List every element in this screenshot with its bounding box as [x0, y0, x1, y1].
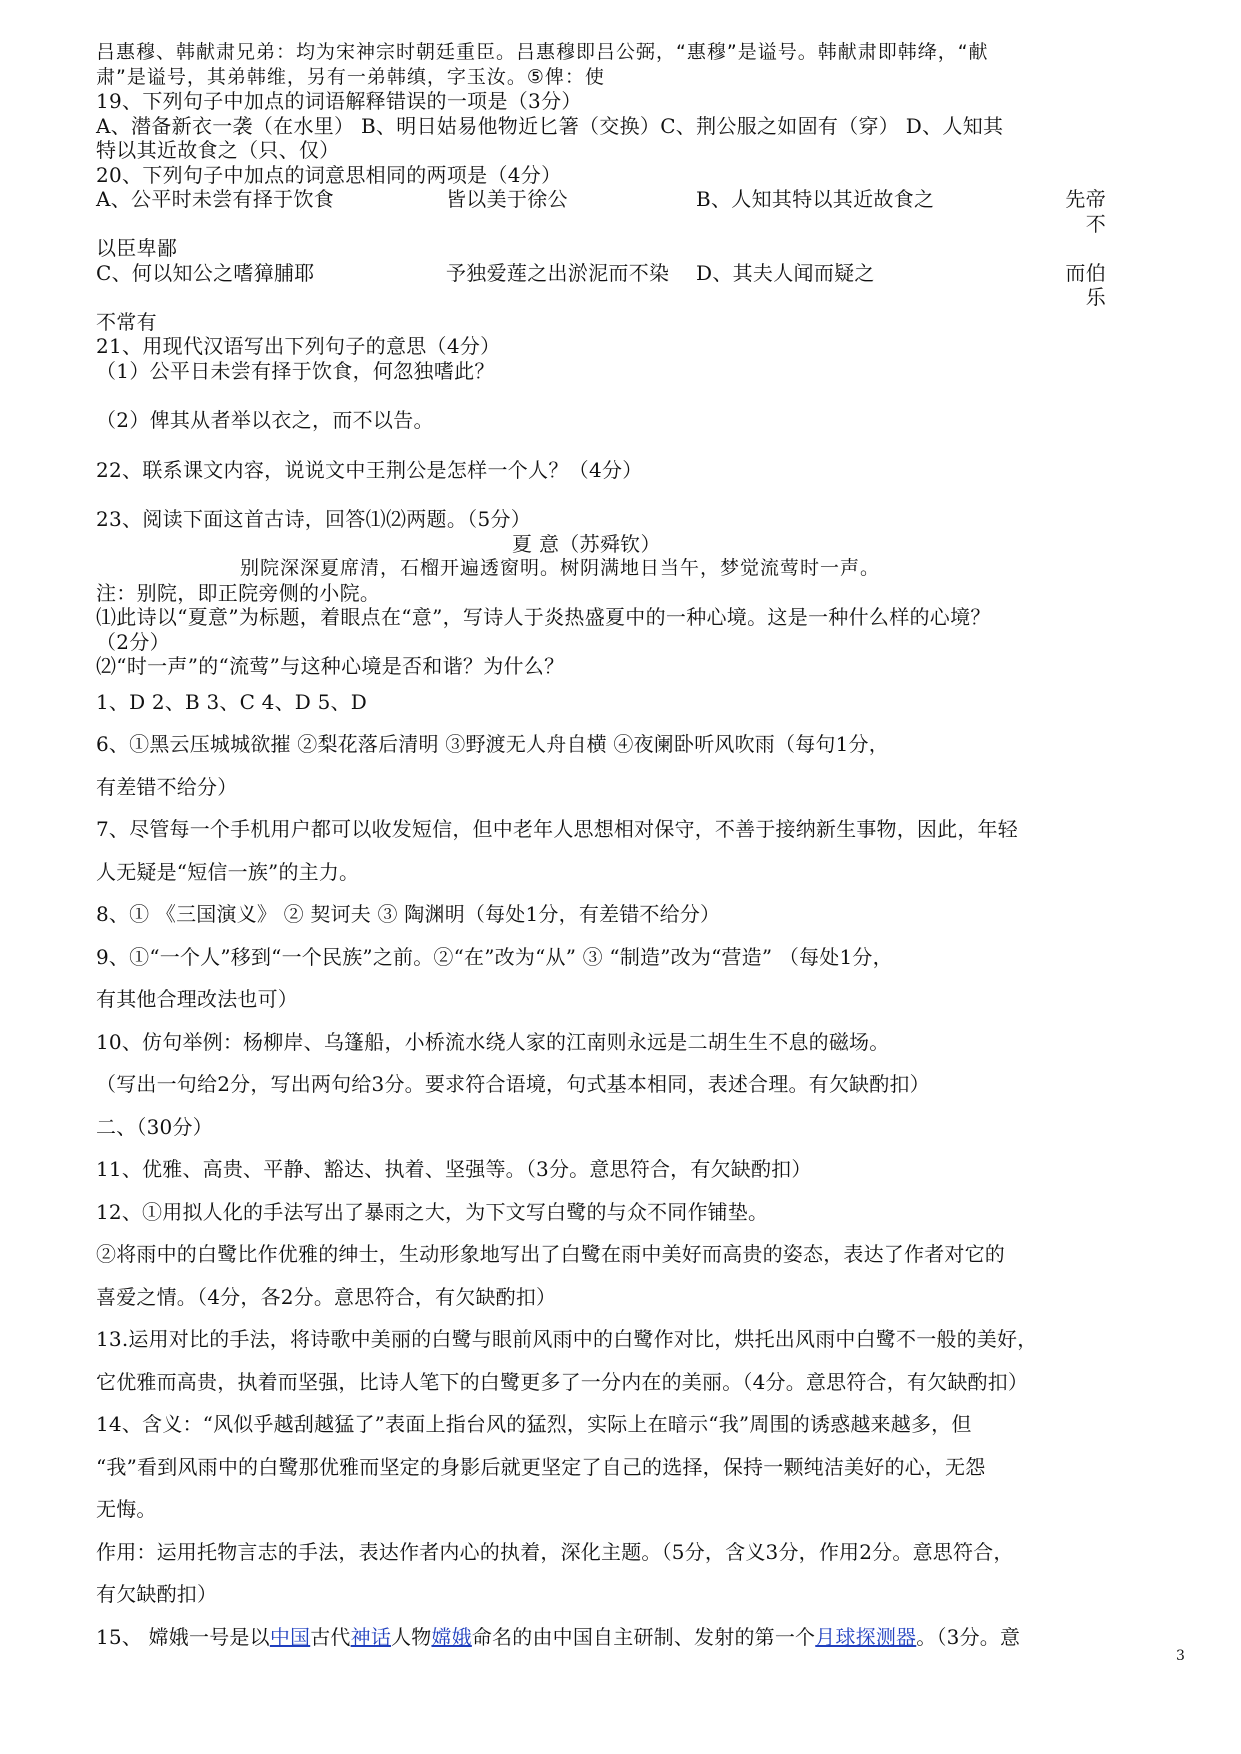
- answer-7: 7、尽管每一个手机用户都可以收发短信，但中老年人思想相对保守，不善于接纳新生事物，因此，年轻: [96, 817, 1018, 841]
- answer-6-cont: 有差错不给分）: [96, 774, 238, 799]
- option-c: C、何以知公之嗜獐脯耶: [96, 260, 315, 285]
- question-20-row-ab: [96, 187, 1106, 236]
- answers-1-5: 1、D 2、B 3、C 4、D 5、D: [96, 689, 367, 714]
- answer-15: [96, 1616, 1106, 1659]
- question-19-options-cont: 特以其近故食之（只、仅）: [96, 138, 340, 162]
- answer-9-cont: 有其他合理改法也可）: [96, 987, 298, 1011]
- annotation-line: 吕惠穆、韩献肃兄弟：均为宋神宗时朝廷重臣。吕惠穆即吕公弼，“惠穆”是谥号。韩献肃即韩绛，“献: [96, 41, 989, 63]
- answer-15-text: 。（3分。意: [916, 1624, 1021, 1649]
- option-d-pair: 而伯乐: [1065, 260, 1106, 309]
- answer-12-cont: 喜爱之情。（4分，各2分。意思符合，有欠缺酌扣）: [96, 1284, 557, 1309]
- answer-14-effect-cont: 有欠缺酌扣）: [96, 1582, 218, 1606]
- link-china[interactable]: 中国: [269, 1624, 311, 1649]
- link-myth[interactable]: 神话: [350, 1624, 392, 1649]
- answer-13: 13.运用对比的手法，将诗歌中美丽的白鹭与眼前风雨中的白鹭作对比，烘托出风雨中白鹭不一般的美好，: [96, 1327, 1038, 1351]
- question-20-row-cd: [96, 261, 1106, 310]
- option-d-pair-wrap: 不常有: [96, 309, 157, 334]
- answer-space: [96, 433, 1106, 458]
- answer-space: [96, 482, 1106, 507]
- answer-10-scoring: （写出一句给2分，写出两句给3分。要求符合语境，句式基本相同，表述合理。有欠缺酌扣）: [96, 1072, 930, 1096]
- question-23-2: ⑵“时一声”的“流莺”与这种心境是否和谐？为什么？: [96, 654, 565, 678]
- answer-11: 11、优雅、高贵、平静、豁达、执着、坚强等。（3分。意思符合，有欠缺酌扣）: [96, 1157, 812, 1181]
- answer-14-cont: 无悔。: [96, 1497, 157, 1521]
- answer-10: 10、仿句举例：杨柳岸、乌篷船，小桥流水绕人家的江南则永远是二胡生生不息的磁场。: [96, 1029, 890, 1054]
- poem-text: 别院深深夏席清，石榴开遍透窗明。树阴满地日当午，梦觉流莺时一声。: [240, 557, 881, 579]
- answer-space: [96, 383, 1106, 408]
- question-23-1-score: （2分）: [96, 629, 170, 654]
- question-21-item-2: （2）俾其从者举以衣之，而不以告。: [96, 408, 434, 432]
- option-b-pair: 先帝不: [1065, 187, 1106, 236]
- option-c-pair: 予独爱莲之出淤泥而不染: [446, 260, 670, 285]
- answer-13-cont: 它优雅而高贵，执着而坚强，比诗人笔下的白鹭更多了一分内在的美丽。（4分。意思符合，有欠缺酌扣）: [96, 1369, 1029, 1394]
- answer-12: 12、①用拟人化的手法写出了暴雨之大，为下文写白鹭的与众不同作铺垫。: [96, 1199, 769, 1224]
- answer-8: 8、① 《三国演义》 ② 契诃夫 ③ 陶渊明（每处1分，有差错不给分）: [96, 902, 721, 926]
- answer-9: 9、①“一个人”移到“一个民族”之前。②“在”改为“从” ③ “制造”改为“营造” （每处1分，: [96, 944, 893, 969]
- answer-15-text: 命名的由中国自主研制、发射的第一个: [471, 1624, 816, 1649]
- answer-14-cont: “我”看到风雨中的白鹭那优雅而坚定的身影后就更坚定了自己的选择，保持一颗纯洁美好的心，无怨: [96, 1454, 986, 1479]
- question-22: 22、联系课文内容，说说文中王荆公是怎样一个人？（4分）: [96, 457, 643, 482]
- annotation-line: 肃”是谥号，其弟韩维，另有一弟韩缜，字玉汝。⑤俾：使: [96, 65, 605, 88]
- question-19-options: A、潜备新衣一袭（在水里） B、明日姑易他物近匕箸（交换）C、荆公服之如固有（穿） D、人知其: [96, 113, 1004, 138]
- questions-section: [96, 40, 1106, 679]
- answer-7-cont: 人无疑是“短信一族”的主力。: [96, 859, 360, 884]
- option-b-pair-wrap: 以臣卑鄙: [96, 236, 178, 260]
- answer-key: [96, 681, 1106, 1659]
- question-21-item-1: （1）公平日未尝有择于饮食，何忽独嗜此？: [96, 358, 495, 383]
- question-19: 19、下列句子中加点的词语解释错误的一项是（3分）: [96, 89, 582, 113]
- section-heading: 二、（30分）: [96, 1114, 213, 1139]
- answer-6: 6、①黑云压城城欲摧 ②梨花落后清明 ③野渡无人舟自横 ④夜阑卧听风吹雨（每句1分，: [96, 732, 889, 756]
- poem-title: 夏 意（苏舜钦）: [512, 531, 661, 556]
- answer-12-part2: ②将雨中的白鹭比作优雅的绅士，生动形象地写出了白鹭在雨中美好而高贵的姿态，表达了作者对它的: [96, 1242, 1005, 1266]
- answer-15-text: 人物: [391, 1624, 432, 1649]
- question-21: 21、用现代汉语写出下列句子的意思（4分）: [96, 334, 501, 358]
- document-page: [96, 40, 1106, 1658]
- option-b: B、人知其特以其近故食之: [696, 187, 935, 211]
- link-change-e[interactable]: 嫦娥: [431, 1624, 472, 1649]
- question-23: 23、阅读下面这首古诗，回答⑴⑵两题。（5分）: [96, 507, 532, 531]
- answer-14-effect: 作用：运用托物言志的手法，表达作者内心的执着，深化主题。（5分，含义3分，作用2分。意思符合，: [96, 1539, 1014, 1564]
- answer-14: 14、含义：“风似乎越刮越猛了”表面上指台风的猛烈，实际上在暗示“我”周围的诱惑越来越多，但: [96, 1412, 972, 1436]
- question-23-1: ⑴此诗以“夏意”为标题，着眼点在“意”，写诗人于炎热盛夏中的一种心境。这是一种什么样的心境？: [96, 605, 991, 629]
- option-a: A、公平时未尝有择于饮食: [96, 187, 335, 211]
- poem-note: 注：别院，即正院旁侧的小院。: [96, 580, 381, 605]
- answer-15-text: 15、 嫦娥一号是以: [96, 1624, 270, 1649]
- link-lunar-probe[interactable]: 月球探测器: [815, 1624, 917, 1649]
- answer-15-text: 古代: [310, 1624, 351, 1649]
- option-d: D、其夫人闻而疑之: [696, 260, 875, 285]
- question-20: 20、下列句子中加点的词意思相同的两项是（4分）: [96, 162, 562, 187]
- option-a-pair: 皆以美于徐公: [446, 187, 568, 211]
- page-number: 3: [1176, 1648, 1185, 1664]
